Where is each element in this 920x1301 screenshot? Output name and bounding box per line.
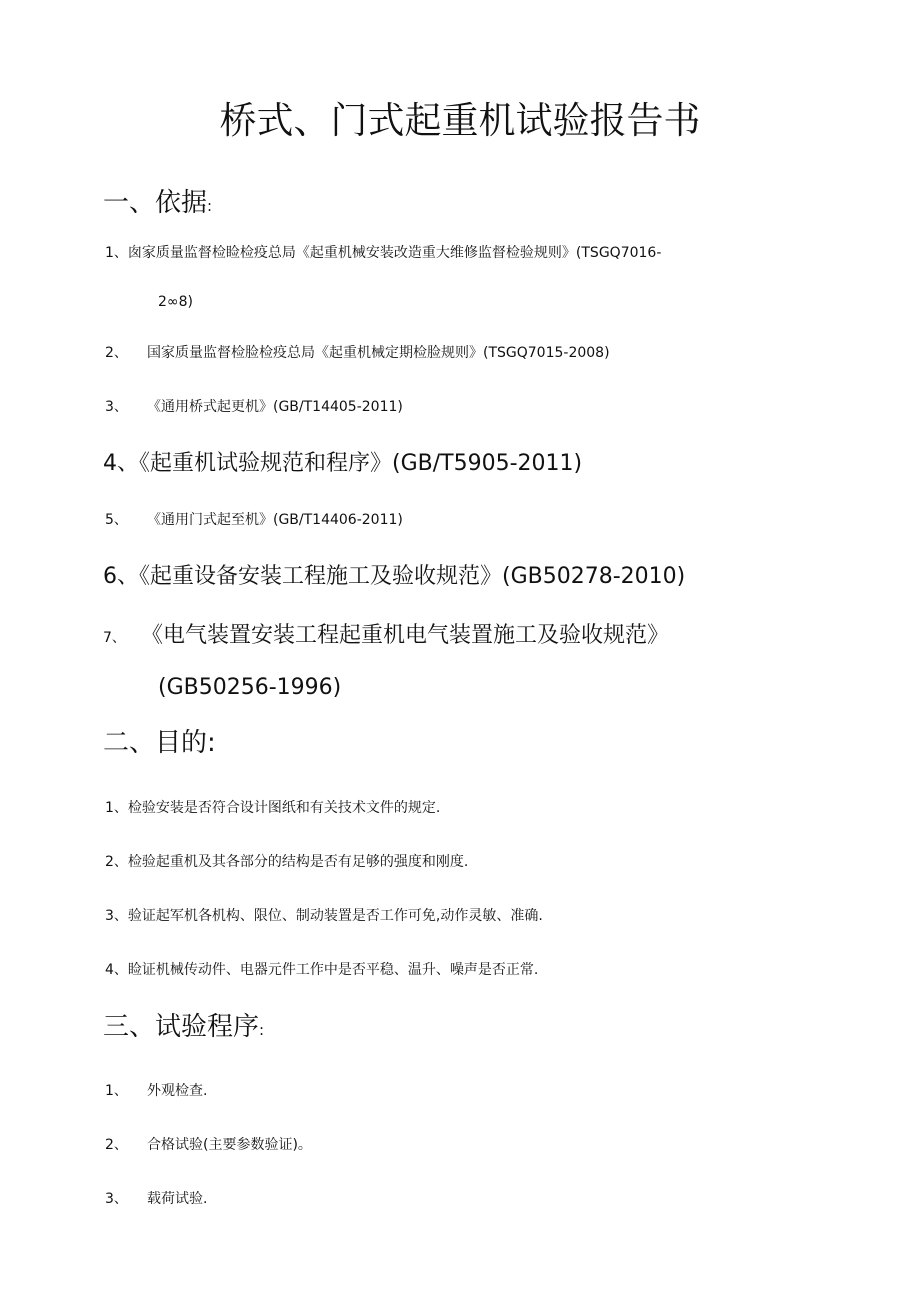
basis-item-1-num: 1、 [105, 245, 128, 261]
basis-item-4-text: 《起重机试验规范和程序》(GB/T5905-2011) [139, 451, 583, 476]
basis-item-5-num: 5、 [105, 512, 128, 528]
procedure-item-2-text: 合格试验(主要参数验证)。 [147, 1137, 312, 1153]
section3-heading [103, 1014, 264, 1040]
basis-item-7 [103, 625, 669, 647]
section2-heading: 二、目的: [103, 728, 216, 758]
procedure-item-1-num: 1、 [105, 1083, 128, 1099]
procedure-item-3 [105, 1192, 207, 1206]
purpose-item-4: 4、睑证机械传动件、电器元件工作中是否平稳、温升、噪声是否正常. [105, 962, 539, 978]
procedure-item-2-num: 2、 [105, 1137, 128, 1153]
basis-item-6-text: 《起重设备安装工程施工及验收规范》(GB50278-2010) [139, 564, 686, 589]
section1-heading-colon: : [207, 197, 213, 215]
basis-item-5 [105, 513, 403, 527]
purpose-item-3: 3、验证起军机各机构、限位、制动装置是否工作可免,动作灵敏、准确. [105, 908, 543, 924]
document-title: 桥式、门式起重机试验报告书 [219, 99, 701, 142]
procedure-item-1-text: 外观检查. [147, 1083, 208, 1099]
basis-item-7-text: 《电气装置安装工程起重机电气装置施工及验收规范》 [141, 623, 670, 648]
basis-item-6 [103, 566, 685, 588]
procedure-item-1 [105, 1084, 207, 1098]
basis-item-3-num: 3、 [105, 399, 128, 415]
section3-heading-text: 三、试验程序 [103, 1012, 260, 1042]
basis-item-7-continuation: (GB50256-1996) [158, 675, 342, 700]
section1-heading [103, 190, 212, 216]
basis-item-3-text: 《通用桥式起更机》(GB/T14405-2011) [147, 399, 403, 415]
procedure-item-3-text: 载荷试验. [147, 1191, 208, 1207]
basis-item-7-num: 7、 [103, 630, 126, 646]
basis-item-2 [105, 346, 610, 360]
basis-item-4 [103, 453, 582, 475]
procedure-item-2 [105, 1138, 312, 1152]
basis-item-2-num: 2、 [105, 345, 128, 361]
section1-heading-text: 一、依据 [103, 188, 208, 218]
basis-item-1-continuation: 2∞8) [158, 294, 193, 310]
basis-item-4-num: 4、 [103, 451, 139, 476]
basis-item-1-text: 囱家质量监督检睑检疫总局《起重机械安装改造重大维修监督检验规则》(TSGQ7016- [127, 245, 662, 261]
section3-heading-colon: : [259, 1021, 265, 1039]
basis-item-5-text: 《通用门式起至机》(GB/T14406-2011) [147, 512, 403, 528]
purpose-item-2: 2、检验起重机及其各部分的结构是否有足够的强度和刚度. [105, 854, 469, 870]
procedure-item-3-num: 3、 [105, 1191, 128, 1207]
basis-item-6-num: 6、 [103, 564, 139, 589]
basis-item-2-text: 国家质量监督检脸检疫总局《起重机械定期检脸规则》(TSGQ7015-2008) [147, 345, 610, 361]
basis-item-3 [105, 400, 403, 414]
purpose-item-1: 1、检验安装是否符合设计图纸和有关技术文件的规定. [105, 800, 441, 816]
basis-item-1 [105, 246, 661, 260]
